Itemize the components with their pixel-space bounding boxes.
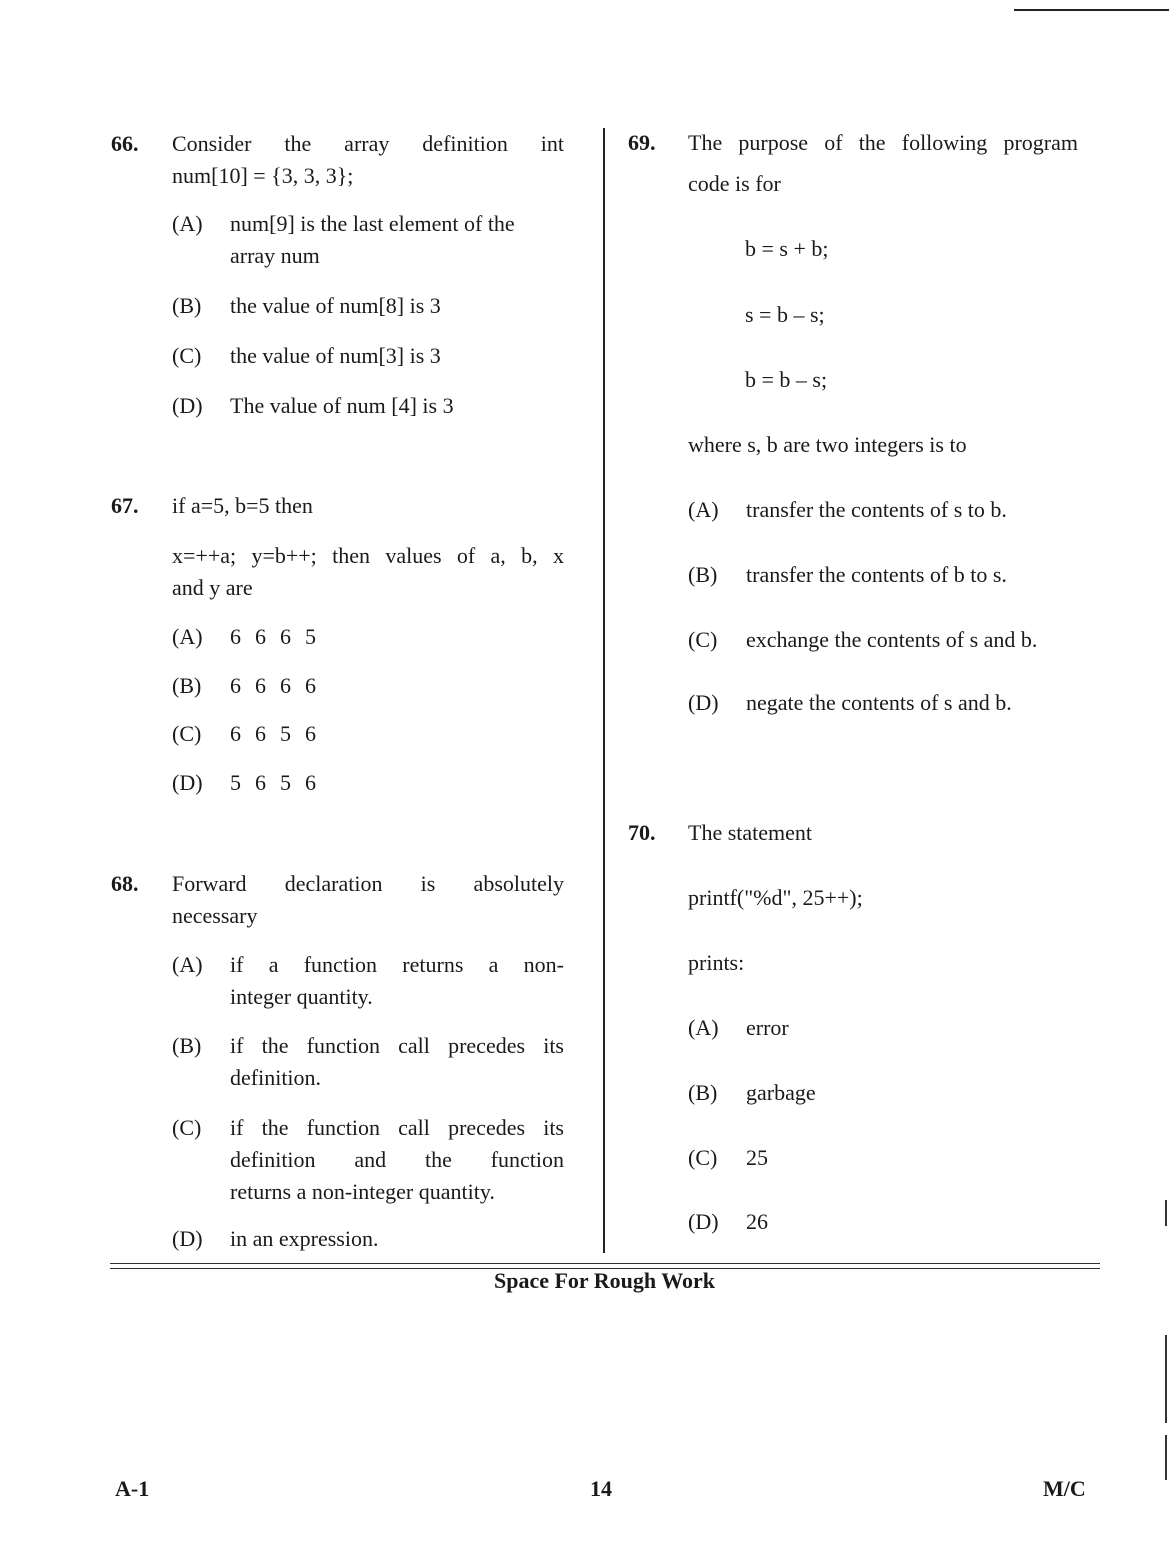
option-c[interactable] — [172, 718, 330, 750]
option-text: The value of num [4] is 3 — [230, 393, 454, 418]
top-rule — [1014, 9, 1169, 11]
option-text: the value of num[8] is 3 — [230, 293, 441, 318]
option-label: (D) — [172, 770, 203, 795]
question-stem-line: The purpose of the following program — [688, 130, 1078, 155]
code-line: b = b – s; — [745, 367, 828, 392]
question-stem-line: prints: — [688, 950, 745, 975]
option-d[interactable] — [172, 390, 454, 422]
option-d[interactable] — [688, 1206, 768, 1238]
value: 6 — [230, 721, 241, 746]
option-text — [230, 1112, 564, 1208]
option-text — [230, 208, 515, 272]
value: 6 — [230, 624, 241, 649]
question-stem: The statement — [688, 820, 813, 845]
value: 6 — [280, 624, 291, 649]
option-c[interactable] — [688, 624, 1037, 656]
code-line: s = b – s; — [745, 302, 825, 327]
option-d[interactable] — [172, 1223, 378, 1255]
option-a[interactable] — [688, 1012, 789, 1044]
value: 6 — [280, 673, 291, 698]
option-label: (A) — [688, 497, 719, 522]
value: 6 — [255, 624, 266, 649]
option-text: garbage — [746, 1080, 816, 1105]
option-text: transfer the contents of b to s. — [746, 562, 1007, 587]
code-line: b = s + b; — [745, 236, 829, 261]
option-c[interactable] — [172, 340, 441, 372]
value: 6 — [255, 721, 266, 746]
option-text-line: if the function call precedes its — [230, 1115, 564, 1140]
option-label: (A) — [172, 211, 203, 236]
edge-mark — [1165, 1435, 1167, 1480]
option-text-line: definition and the function — [230, 1147, 564, 1172]
option-text: negate the contents of s and b. — [746, 690, 1012, 715]
value: 5 — [280, 770, 291, 795]
value: 6 — [305, 721, 316, 746]
value: 6 — [305, 673, 316, 698]
option-text: error — [746, 1015, 789, 1040]
option-label: (B) — [688, 1080, 718, 1105]
option-text — [230, 1030, 564, 1094]
column-divider — [603, 128, 605, 1253]
option-b[interactable] — [172, 1030, 564, 1094]
question-stem-line: where s, b are two integers is to — [688, 432, 967, 457]
option-d[interactable] — [172, 767, 330, 799]
code-line: printf("%d", 25++); — [688, 885, 863, 910]
option-b[interactable] — [688, 1077, 816, 1109]
value: 5 — [230, 770, 241, 795]
footer-series: M/C — [1043, 1476, 1086, 1501]
option-text: 25 — [746, 1145, 768, 1170]
option-label: (B) — [172, 293, 202, 318]
question-stem-line: num[10] = {3, 3, 3}; — [172, 163, 354, 188]
option-label: (C) — [172, 1115, 202, 1140]
option-text-line: if the function call precedes its — [230, 1033, 564, 1058]
option-label: (A) — [172, 624, 203, 649]
option-values — [230, 767, 330, 799]
option-text-line: definition. — [230, 1065, 322, 1090]
option-text — [230, 949, 564, 1013]
option-label: (C) — [172, 721, 202, 746]
option-label: (A) — [688, 1015, 719, 1040]
question-stem-line: and y are — [172, 575, 253, 600]
option-values — [230, 670, 330, 702]
question-number: 67. — [111, 493, 139, 518]
option-label: (A) — [172, 952, 203, 977]
question-number: 68. — [111, 871, 139, 896]
value: 5 — [305, 624, 316, 649]
option-label: (D) — [172, 1226, 203, 1251]
option-label: (B) — [688, 562, 718, 587]
value: 6 — [255, 770, 266, 795]
rough-work-heading: Space For Rough Work — [493, 1268, 716, 1293]
option-b[interactable] — [172, 290, 441, 322]
option-a[interactable] — [172, 949, 564, 1013]
option-values — [230, 621, 330, 653]
question-number: 66. — [111, 131, 139, 156]
option-label: (D) — [688, 690, 719, 715]
question-number: 70. — [628, 820, 656, 845]
option-text-line: if a function returns a non- — [230, 952, 564, 977]
option-text-line: integer quantity. — [230, 984, 373, 1009]
option-text: 26 — [746, 1209, 768, 1234]
question-stem-line: code is for — [688, 171, 781, 196]
option-text: in an expression. — [230, 1226, 379, 1251]
option-b[interactable] — [172, 670, 330, 702]
value: 6 — [255, 673, 266, 698]
option-a[interactable] — [688, 494, 1007, 526]
option-label: (D) — [172, 393, 203, 418]
footer-code: A-1 — [115, 1476, 150, 1501]
edge-mark — [1165, 1335, 1167, 1423]
option-label: (D) — [688, 1209, 719, 1234]
question-stem-line: Consider the array definition int — [172, 131, 564, 156]
option-values — [230, 718, 330, 750]
edge-mark — [1165, 1200, 1167, 1226]
option-text-line: num[9] is the last element of the — [230, 211, 515, 236]
option-text-line: returns a non-integer quantity. — [230, 1179, 495, 1204]
option-text: the value of num[3] is 3 — [230, 343, 441, 368]
option-a[interactable] — [172, 621, 330, 653]
option-b[interactable] — [688, 559, 1007, 591]
option-label: (B) — [172, 673, 202, 698]
question-stem-line: x=++a; y=b++; then values of a, b, x — [172, 543, 564, 568]
option-label: (C) — [688, 627, 718, 652]
question-stem-line: if a=5, b=5 then — [172, 493, 313, 518]
option-label: (C) — [688, 1145, 718, 1170]
value: 5 — [280, 721, 291, 746]
question-number: 69. — [628, 130, 656, 155]
page-number: 14 — [590, 1476, 612, 1501]
option-d[interactable] — [688, 687, 1012, 719]
question-stem-line: Forward declaration is absolutely — [172, 871, 564, 896]
horizontal-rule — [110, 1263, 1100, 1264]
question-stem-line: necessary — [172, 903, 258, 928]
option-c[interactable] — [172, 1112, 564, 1208]
value: 6 — [230, 673, 241, 698]
option-a[interactable] — [172, 208, 564, 272]
value: 6 — [305, 770, 316, 795]
option-text: transfer the contents of s to b. — [746, 497, 1007, 522]
option-label: (B) — [172, 1033, 202, 1058]
option-text-line: array num — [230, 243, 320, 268]
option-text: exchange the contents of s and b. — [746, 627, 1038, 652]
option-c[interactable] — [688, 1142, 768, 1174]
option-label: (C) — [172, 343, 202, 368]
